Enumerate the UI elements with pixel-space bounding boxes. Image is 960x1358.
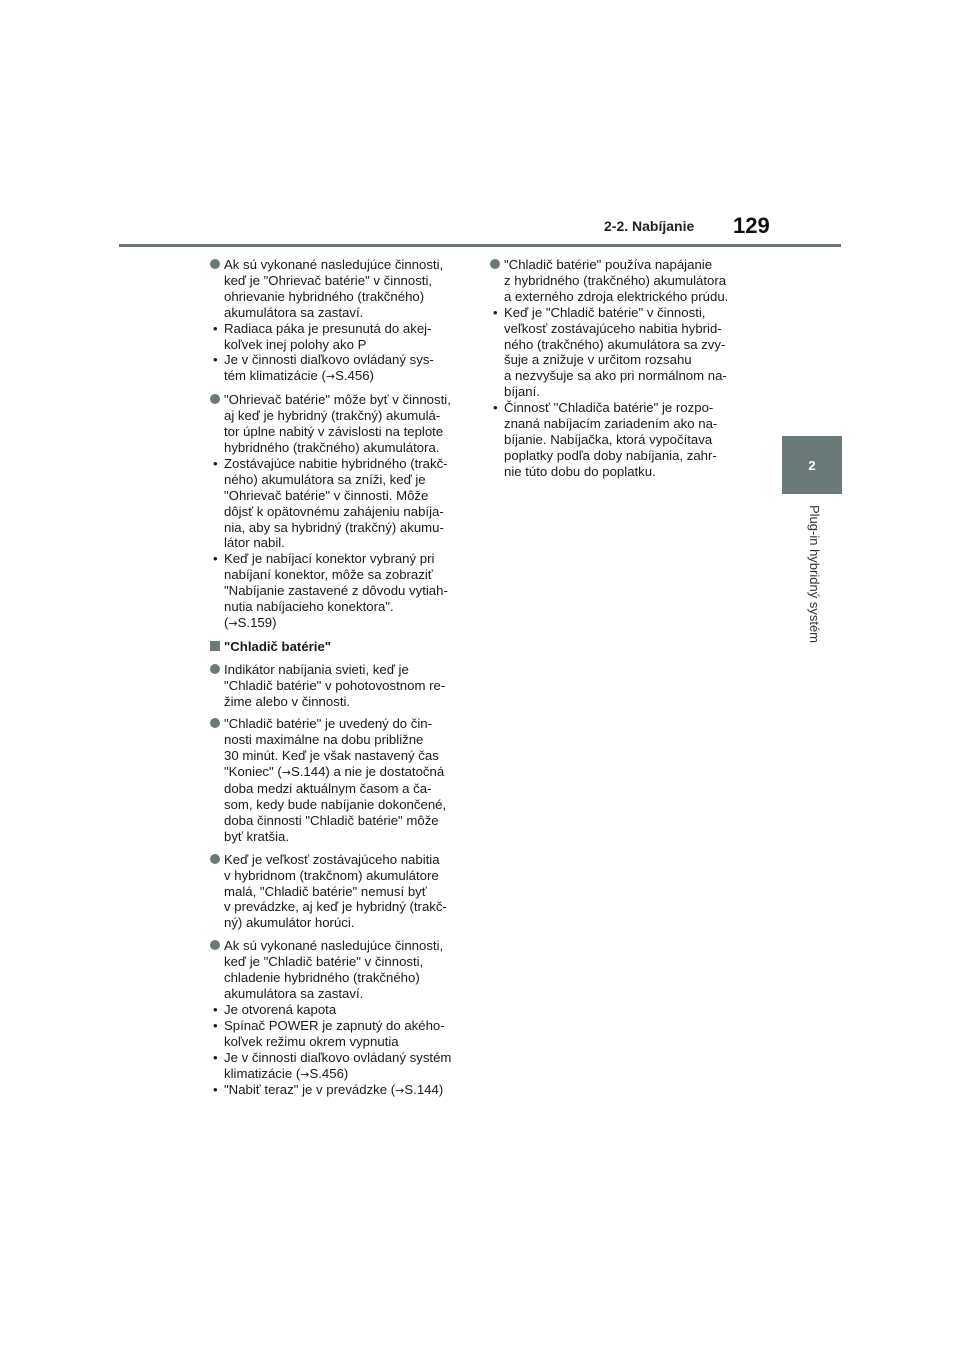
page-reference[interactable]: S.159) [237,614,277,630]
page-number: 129 [733,213,770,238]
chapter-title: Plug-in hybridný systém [807,505,822,643]
section-title: 2-2. Nabíjanie [604,218,695,234]
paragraph: Ak sú vykonané nasledujúce činnosti, keď je "Chladič batérie" v činnosti, chladenie hybridného (trakčného) akumulátora sa zastaví. [210,938,478,1002]
reference-arrow-icon: → [300,1067,310,1081]
bullet-item: • Je otvorená kapota [210,1002,478,1018]
page-reference[interactable]: S.144) [404,1082,444,1098]
paragraph-block [210,392,478,632]
section-heading: "Chladič batérie" [210,639,478,655]
paragraph: Indikátor nabíjania svieti, keď je "Chladič batérie" v pohotovostnom re- žime alebo v činnosti. [210,662,478,710]
paragraph [210,716,478,844]
bullet-item [210,551,478,632]
paragraph-block [210,257,478,385]
chapter-tab [782,436,842,494]
header-divider [119,244,841,247]
left-column [210,257,478,1106]
bullet-text: Je v činnosti diaľkovo ovládaný sys- tém klimatizácie ( [224,352,434,384]
bullet-item [210,352,478,385]
chapter-number: 2 [808,457,816,473]
bullet-item: • Spínač POWER je zapnutý do akého- koľvek režimu okrem vypnutia [210,1018,478,1050]
paragraph: Ak sú vykonané nasledujúce činnosti, keď je "Ohrievač batérie" v činnosti, ohrievanie hybridného (trakčného) akumulátora sa zastaví. [210,257,478,321]
bullet-item: • Radiaca páka je presunutá do akej- koľvek inej polohy ako P [210,321,478,353]
reference-arrow-icon: → [281,766,291,780]
bullet-item [210,1050,478,1083]
paragraph: "Ohrievač batérie" môže byť v činnosti, aj keď je hybridný (trakčný) akumulá- tor úplne nabitý v závislosti na teplote hybridného (trakčného) akumulátora. [210,392,478,456]
bullet-item: • Činnosť "Chladiča batérie" je rozpo- znaná nabíjacím zariadením ako na- bíjanie. Nabíjačka, ktorá vypočítava poplatky podľa doby nabíjania, zahr- nie túto dobu do poplatku. [490,400,758,480]
paragraph: "Chladič batérie" používa napájanie z hybridného (trakčného) akumulátora a externého zdroja elektrického prúdu. [490,257,758,305]
reference-arrow-icon: → [395,1084,405,1098]
right-column [490,257,758,487]
reference-arrow-icon: → [325,370,336,384]
paragraph: Keď je veľkosť zostávajúceho nabitia v hybridnom (trakčnom) akumulátore malá, "Chladič batérie" nemusí byť v prevádzke, aj keď je hybridný (trakč- ný) akumulátor horúci. [210,852,478,932]
bullet-item [210,1082,478,1099]
page-reference[interactable]: S.144) a nie je dostatočná doba medzi aktuálnym časom a ča- som, kedy bude nabíjanie dokončené, doba činnosti "Chladič batérie" môže byť kratšia. [224,764,447,844]
paragraph-block [210,938,478,1099]
reference-arrow-icon: → [228,616,238,630]
paragraph-block [490,257,758,480]
page-reference[interactable]: S.456) [309,1065,349,1081]
page-reference[interactable]: S.456) [335,368,374,384]
bullet-text: "Nabiť teraz" je v prevádzke ( [224,1082,396,1098]
paragraph-text: "Chladič batérie" je uvedený do čin- nosti maximálne na dobu približne 30 minút. Keď je však nastavený čas "Koniec" ( [224,716,439,780]
bullet-text: Je v činnosti diaľkovo ovládaný systém klimatizácie ( [224,1049,452,1081]
bullet-text: Keď je nabíjací konektor vybraný pri nabíjaní konektor, môže sa zobraziť "Nabíjanie zastavené z dôvodu vytiah- nutia nabíjacieho konektora". ( [224,551,448,630]
bullet-item: • Keď je "Chladič batérie" v činnosti, veľkosť zostávajúceho nabitia hybrid- ného (trakčného) akumulátora sa zvy- šuje a znižuje v určitom rozsahu a nezvyšuje sa ako pri normálnom na- bíjaní. [490,305,758,400]
bullet-item: • Zostávajúce nabitie hybridného (trakč- ného) akumulátora sa zníži, keď je "Ohrievač batérie" v činnosti. Môže dôjsť k opätovnému zahájeniu nabíja- nia, aby sa hybridný (trakčný) akumu- látor nabil. [210,456,478,551]
